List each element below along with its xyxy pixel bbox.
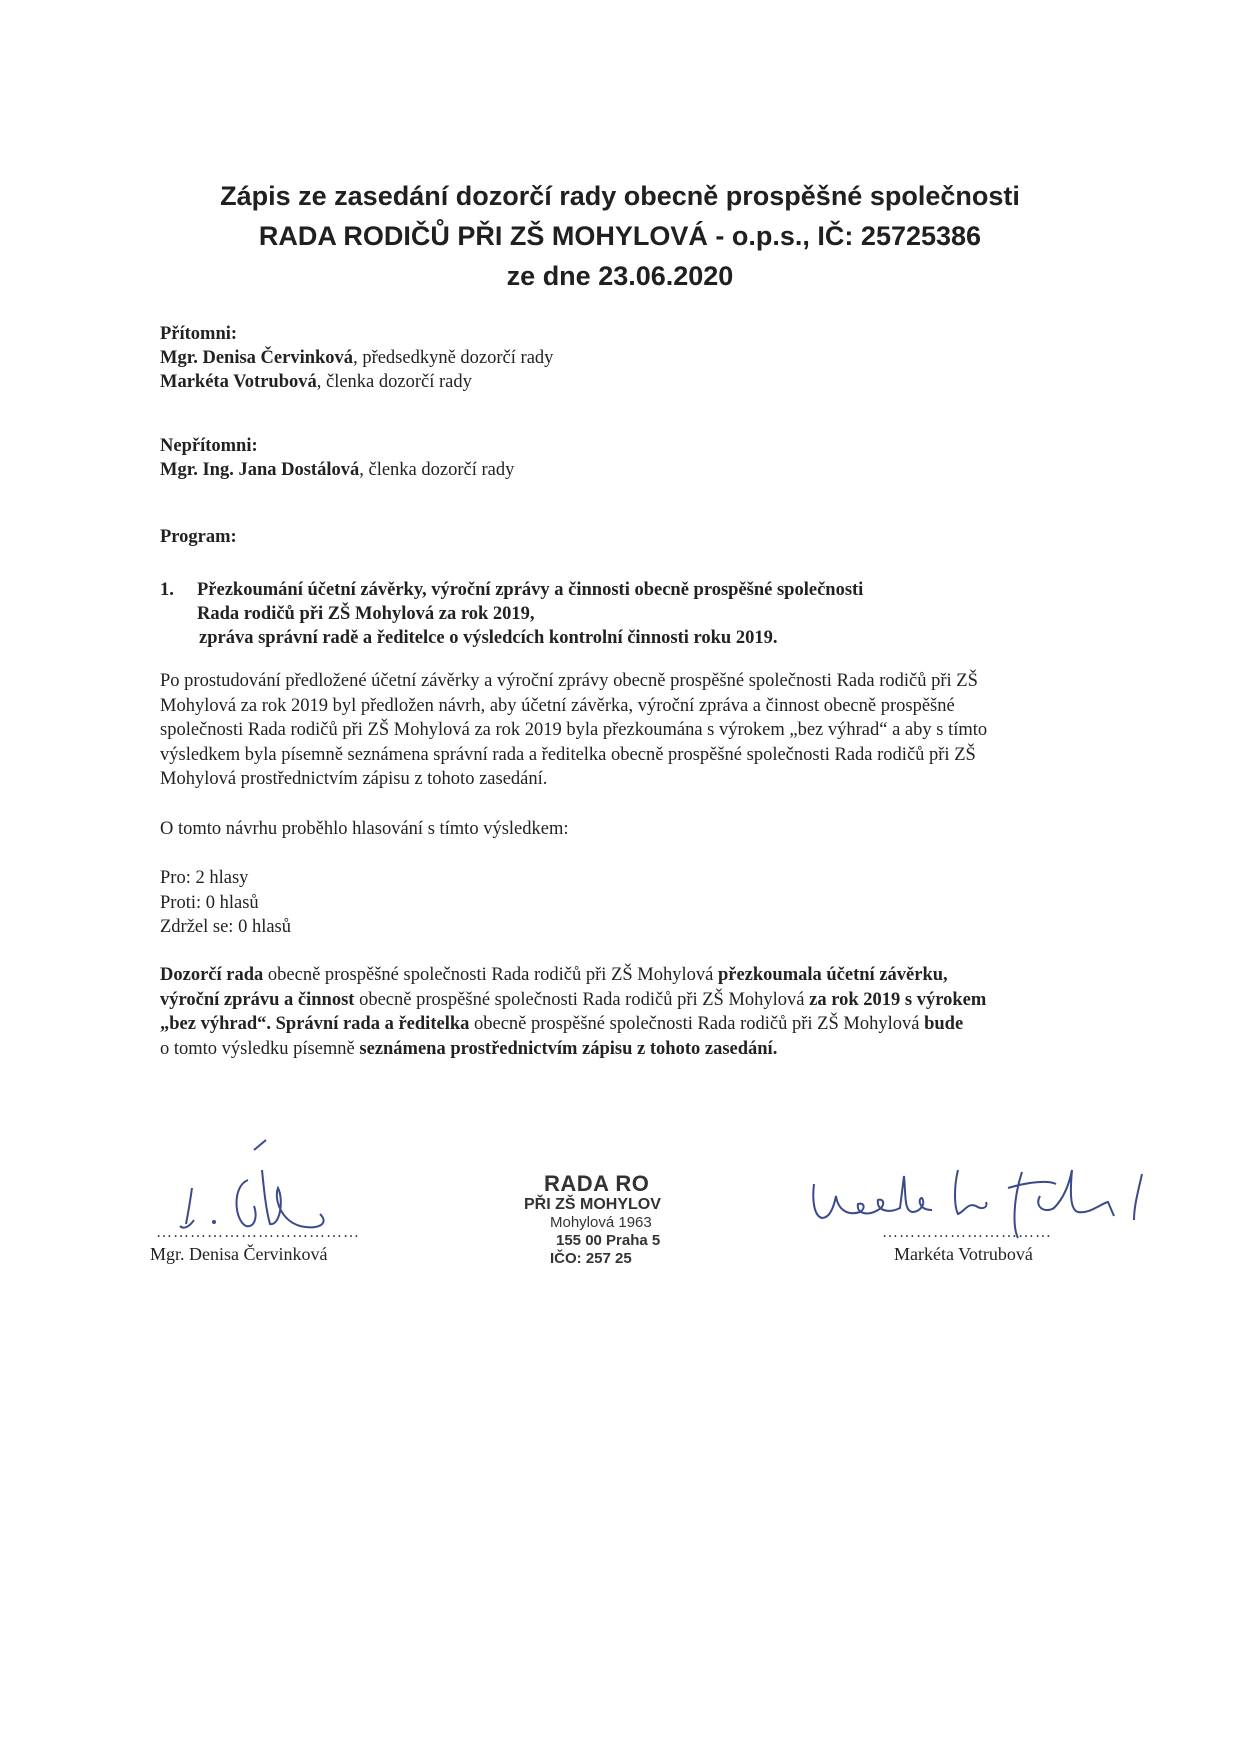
signature-right-icon (808, 1166, 1148, 1256)
present-member: Mgr. Denisa Červinková, předsedkyně dozorčí rady (160, 348, 554, 368)
conclusion-line: „bez výhrad“. Správní rada a ředitelka obecně prospěšné společnosti Rada rodičů při ZŠ Mohylová bude (160, 1014, 964, 1034)
present-section (160, 322, 1080, 394)
conclusion (160, 963, 1090, 1061)
program-item-line: 1. Přezkoumání účetní závěrky, výroční zprávy a činnosti obecně prospěšné společnosti (160, 580, 864, 600)
vote-results (160, 866, 1090, 940)
signature-right-dots: ………………………… (882, 1224, 1052, 1241)
signature-right-name: Markéta Votrubová (894, 1244, 1033, 1264)
program-item (160, 578, 1080, 650)
program-item-number: 1. (160, 580, 174, 600)
paragraph-review: Po prostudování předložené účetní závěrky a výroční zprávy obecně prospěšné společnosti Rada rodičů při ZŠ Mohylová za rok 2019 byl předložen návrh, aby účetní závěrka, výroční zpráva a činnost obecně prospěšné společnosti Rada rodičů při ZŠ Mohylová za rok 2019 byla přezkoumána s výrokem „bez výhrad“ a aby s tímto výsledkem byla písemně seznámena správní rada a ředitelka obecně prospěšné společnosti Rada rodičů při ZŠ Mohylová prostřednictvím zápisu z tohoto zasedání. (160, 671, 988, 789)
present-heading: Přítomni: (160, 324, 238, 344)
organization-stamp: RADA RO PŘI ZŠ MOHYLOV Mohylová 1963 155 00 Praha 5 IČO: 257 25 (524, 1171, 661, 1267)
vote-line: Pro: 2 hlasy (160, 868, 249, 888)
program-item-line: Rada rodičů při ZŠ Mohylová za rok 2019, (197, 604, 535, 624)
conclusion-line: Dozorčí rada obecně prospěšné společnosti Rada rodičů při ZŠ Mohylová přezkoumala účetní závěrku, (160, 965, 948, 985)
conclusion-line: o tomto výsledku písemně seznámena prostřednictvím zápisu z tohoto zasedání. (160, 1038, 778, 1059)
present-member: Markéta Votrubová, členka dozorčí rady (160, 372, 472, 392)
vote-line: Zdržel se: 0 hlasů (160, 917, 291, 937)
signature-left-name: Mgr. Denisa Červinková (150, 1244, 328, 1264)
absent-member: Mgr. Ing. Jana Dostálová, členka dozorčí rady (160, 460, 515, 480)
vote-intro: O tomto návrhu proběhlo hlasování s tímto výsledkem: (160, 819, 569, 839)
absent-heading: Nepřítomni: (160, 436, 258, 456)
signature-left-dots: ……………………………… (156, 1224, 360, 1241)
document-title (120, 176, 1120, 296)
conclusion-line: výroční zprávu a činnost obecně prospěšné společnosti Rada rodičů při ZŠ Mohylová za rok 2019 s výrokem (160, 989, 987, 1010)
program-heading: Program: (160, 527, 237, 547)
program-item-line: zpráva správní radě a ředitelce o výsledcích kontrolní činnosti roku 2019. (199, 628, 778, 648)
absent-section (160, 434, 1080, 482)
title-line-3: ze dne 23.06.2020 (506, 261, 734, 291)
title-line-2: RADA RODIČŮ PŘI ZŠ MOHYLOVÁ - o.p.s., IČ: 25725386 (258, 221, 982, 251)
vote-line: Proti: 0 hlasů (160, 892, 259, 913)
title-line-1: Zápis ze zasedání dozorčí rady obecně prospěšné společnosti (220, 181, 1020, 211)
